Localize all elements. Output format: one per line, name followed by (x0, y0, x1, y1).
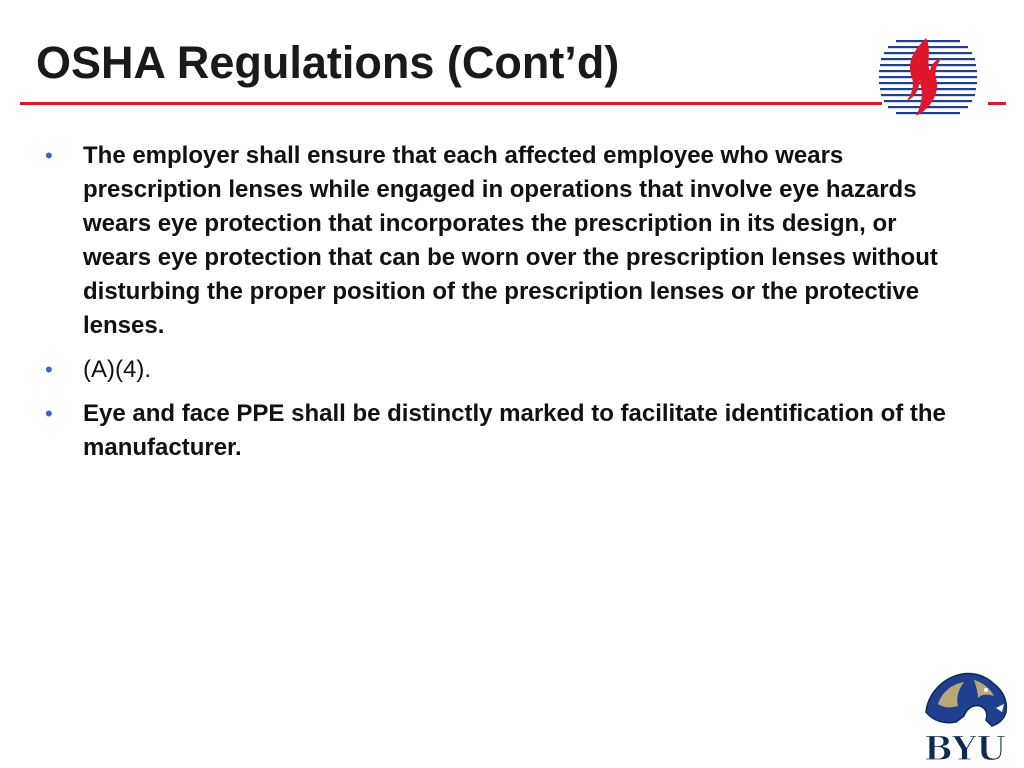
bullet-text: Eye and face PPE shall be distinctly marked to facilitate identification of the manufacturer. (83, 400, 946, 461)
byu-logo-icon (916, 664, 1014, 766)
title-underline (20, 102, 882, 105)
bullet-text: (A)(4). (83, 356, 151, 383)
byu-logo-letters: BYU (923, 729, 1007, 766)
bullet-text: The employer shall ensure that each affected employee who wears prescription lenses while engaged in operations that involve eye hazards wears eye protection that incorporates the prescription in its design, or wears eye protection that can be worn over the prescription lenses without disturbing the proper position of the prescription lenses or the protective lenses. (83, 142, 938, 339)
flame-logo-icon (876, 34, 980, 122)
bullet-icon: • (45, 401, 53, 426)
bullet-item (0, 353, 1024, 387)
bullet-item (0, 139, 1024, 343)
bullet-list (0, 139, 1024, 475)
bullet-icon: • (45, 357, 53, 382)
bullet-item (0, 397, 1024, 465)
bullet-icon: • (45, 143, 53, 168)
slide-title: OSHA Regulations (Cont’d) (36, 37, 620, 88)
title-underline-tail (988, 102, 1006, 105)
